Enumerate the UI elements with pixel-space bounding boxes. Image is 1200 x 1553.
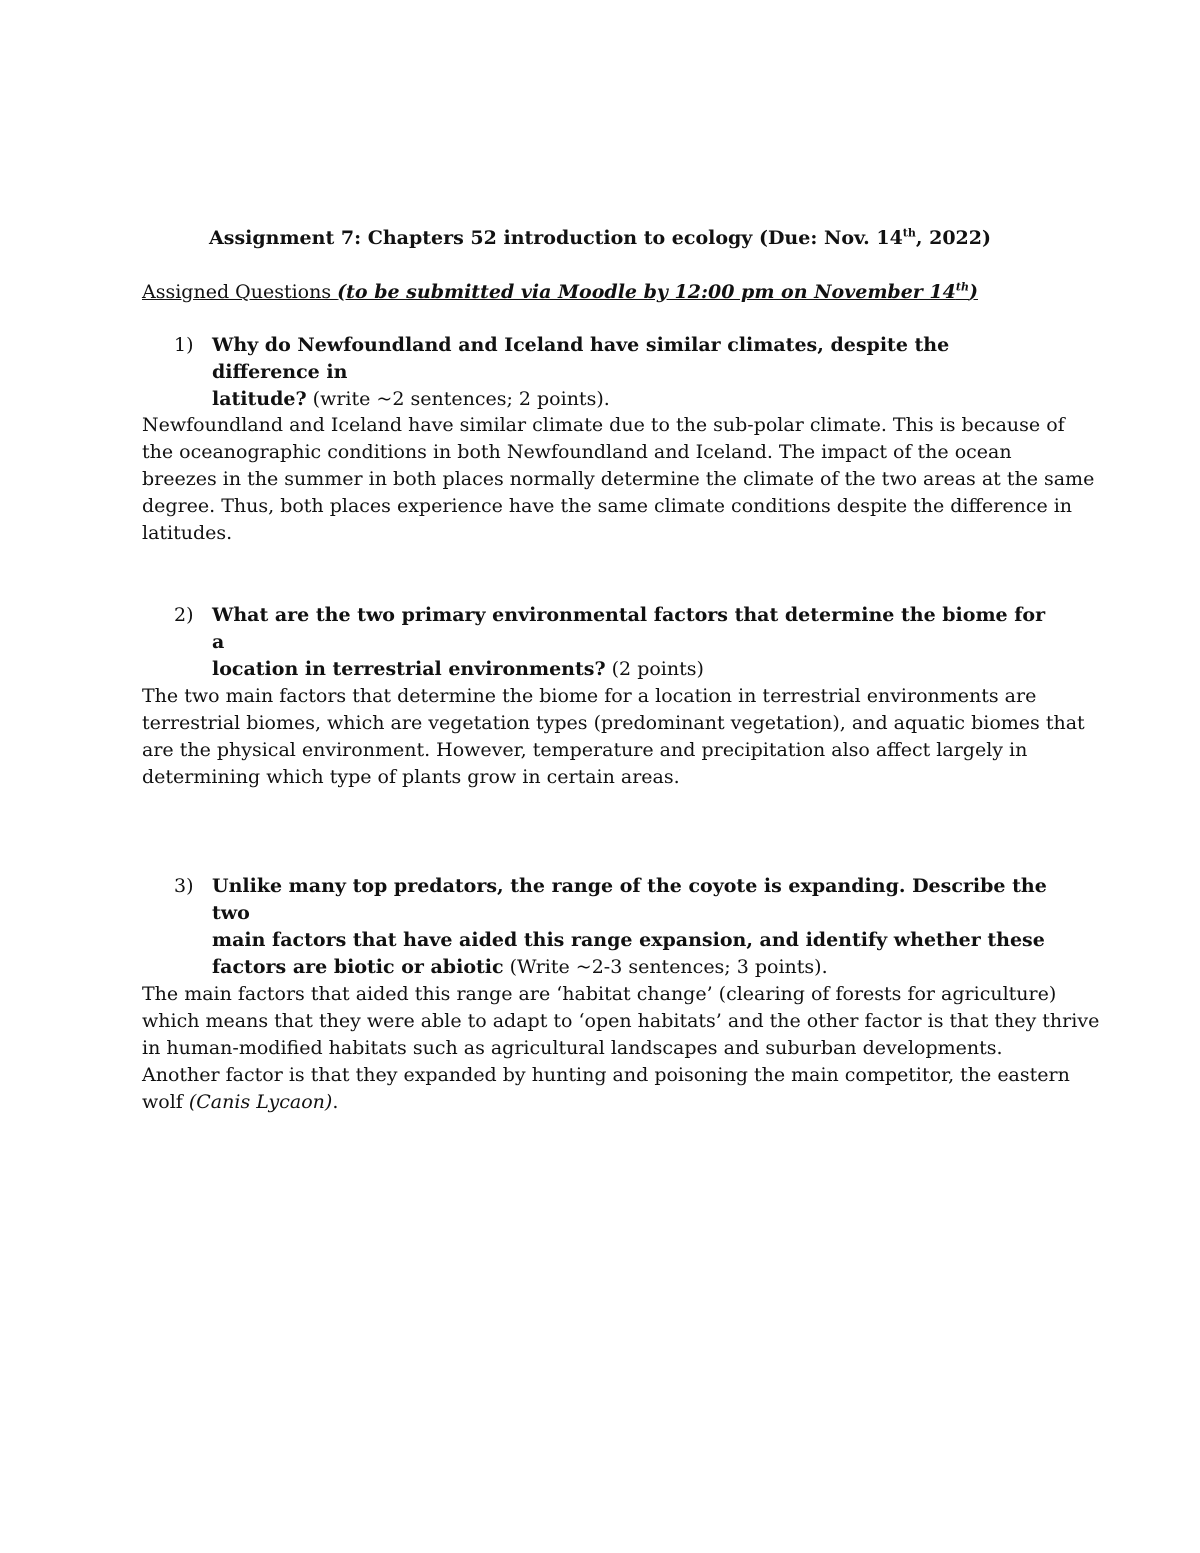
answer-line: latitudes.	[142, 522, 233, 544]
question-number: 2)	[174, 604, 194, 626]
answer-line-end: .	[332, 1091, 339, 1113]
answer-line: which means that they were able to adapt to ‘open habitats’ and the other factor is that they thrive	[142, 1010, 1100, 1032]
answer-line: degree. Thus, both places experience have the same climate conditions despite the difference in	[142, 495, 1073, 517]
question-bold-line: latitude?	[212, 388, 307, 410]
submission-note-superscript: th	[955, 280, 969, 294]
question-number: 3)	[174, 875, 194, 897]
question-bold-line: location in terrestrial environments?	[212, 658, 606, 680]
answer-3	[142, 981, 1100, 1116]
question-1	[174, 332, 1054, 413]
submission-note-end: )	[968, 281, 978, 303]
answer-line: the oceanographic conditions in both Newfoundland and Iceland. The impact of the ocean	[142, 441, 1012, 463]
answer-line: The main factors that aided this range are ‘habitat change’ (clearing of forests for agriculture)	[142, 983, 1057, 1005]
question-text	[212, 873, 1054, 981]
assigned-questions-heading	[142, 278, 1062, 306]
question-number: 1)	[174, 334, 194, 356]
title-superscript: th	[902, 226, 916, 240]
answer-line-start: wolf	[142, 1091, 189, 1113]
question-instructions: (2 points)	[605, 658, 704, 680]
question-bold-line: main factors that have aided this range expansion, and identify whether these	[212, 929, 1045, 951]
submission-note	[337, 281, 978, 303]
question-bold-line: What are the two primary environmental factors that determine the biome for a	[212, 604, 1046, 653]
question-text	[212, 332, 1054, 413]
answer-line: The two main factors that determine the biome for a location in terrestrial environments are	[142, 685, 1037, 707]
answer-2	[142, 683, 1085, 791]
assigned-label: Assigned Questions	[142, 281, 338, 303]
answer-line: breezes in the summer in both places normally determine the climate of the two areas at the same	[142, 468, 1095, 490]
title-end: , 2022)	[915, 227, 991, 249]
answer-line: Newfoundland and Iceland have similar climate due to the sub-polar climate. This is because of	[142, 414, 1065, 436]
title-text: Assignment 7: Chapters 52 introduction to ecology (Due: Nov. 14	[209, 227, 903, 249]
answer-line: terrestrial biomes, which are vegetation types (predominant vegetation), and aquatic biomes that	[142, 712, 1085, 734]
question-2	[174, 602, 1054, 683]
answer-last-line	[142, 1089, 1072, 1116]
answer-line: in human-modified habitats such as agricultural landscapes and suburban developments.	[142, 1037, 1003, 1059]
question-bold-line: Unlike many top predators, the range of the coyote is expanding. Describe the two	[212, 875, 1047, 924]
assignment-title	[0, 224, 1200, 252]
question-bold-line: factors are biotic or abiotic	[212, 956, 504, 978]
question-instructions: (Write ~2-3 sentences; 3 points).	[503, 956, 828, 978]
answer-line: are the physical environment. However, temperature and precipitation also affect largely in	[142, 739, 1028, 761]
answer-line: determining which type of plants grow in certain areas.	[142, 766, 680, 788]
question-instructions: (write ~2 sentences; 2 points).	[306, 388, 610, 410]
question-text	[212, 602, 1054, 683]
answer-1	[142, 412, 1095, 547]
question-3	[174, 873, 1054, 981]
answer-line: Another factor is that they expanded by hunting and poisoning the main competitor, the eastern	[142, 1064, 1070, 1086]
question-bold-line: Why do Newfoundland and Iceland have similar climates, despite the difference in	[212, 334, 950, 383]
submission-note-text: (to be submitted via Moodle by 12:00 pm on November 14	[337, 281, 956, 303]
species-name: (Canis Lycaon)	[188, 1091, 333, 1113]
